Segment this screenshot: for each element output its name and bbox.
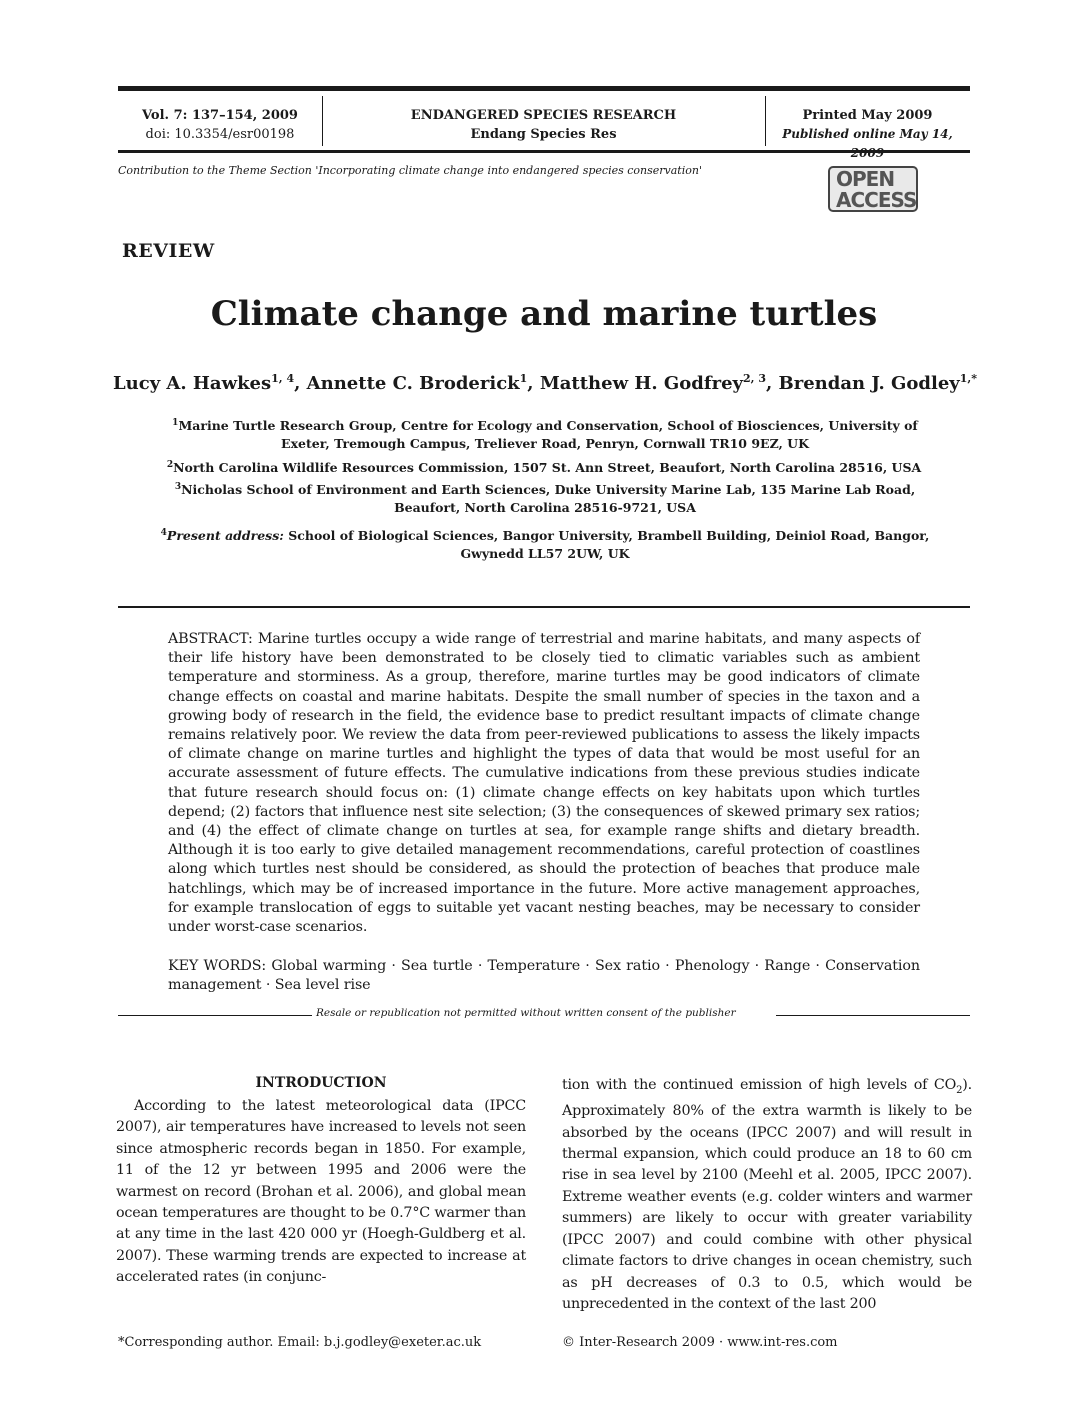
intro-right-text: ). Approximately 80% of the extra warmth is likely to be absorbed by the oceans (IPCC 2007) and will result in thermal expansion, which could produce an 18 to 60 cm rise in sea level by 2100 (Meehl et al. 2005, IPCC 2007). Extreme weather events (e.g. colder winters and warmer summers) are likely to occur with greater variability (IPCC 2007) and could combine with other physical climate factors to drive changes in ocean chemistry, such as pH decreases of 0.3 to 0.5, which would be unprecedented in the context of the last 200 [562, 1077, 972, 1312]
open-access-line2: ACCESS [836, 188, 917, 212]
author-affil-mark: 1, 4 [271, 372, 295, 385]
intro-right-text: tion with the continued emission of high levels of CO [562, 1077, 957, 1093]
affiliation [118, 456, 970, 477]
author-name: Annette C. Broderick [306, 373, 520, 394]
resale-rule-right [776, 1015, 970, 1016]
keywords: KEY WORDS: Global warming · Sea turtle · Temperature · Sex ratio · Phenology · Range · Conservation management · Sea level rise [168, 958, 920, 994]
open-access-line1: OPEN [836, 167, 895, 191]
affiliation-text: Marine Turtle Research Group, Centre for Ecology and Conservation, School of Biosciences, University of Exeter, Tremough Campus, Treliever Road, Penryn, Cornwall TR10 9EZ, UK [178, 418, 918, 452]
intro-right-column [562, 1075, 972, 1315]
header-journal-block [322, 106, 765, 144]
doi: doi: 10.3354/esr00198 [145, 127, 295, 142]
article-type: REVIEW [122, 240, 215, 262]
author-affil-mark: 1 [519, 372, 528, 385]
article-title: Climate change and marine turtles [210, 294, 878, 334]
header-dates-block [765, 106, 970, 163]
author-list: Lucy A. Hawkes$^{1, 4}$, Annette C. Broderick$^1$, Matthew H. Godfrey$^{2, 3}$, Brendan J. Godley$^{1,*}$ [112, 372, 977, 394]
author-name: Lucy A. Hawkes [112, 373, 272, 394]
journal-abbreviation: Endang Species Res [470, 127, 617, 142]
affiliation-number: 1 [172, 418, 179, 428]
affiliation-text: School of Biological Sciences, Bangor University, Brambell Building, Deiniol Road, Bangor, Gwynedd LL57 2UW, UK [283, 528, 930, 562]
open-access-logo [828, 166, 918, 212]
affiliation [160, 524, 930, 563]
affiliation-label: Present address: [166, 528, 284, 544]
abstract-top-rule [118, 606, 970, 608]
journal-name: ENDANGERED SPECIES RESEARCH [410, 108, 677, 123]
header-top-rule [118, 86, 970, 91]
subscript: 2 [956, 1084, 963, 1096]
author-name: Brendan J. Godley [778, 373, 960, 394]
abstract: ABSTRACT: Marine turtles occupy a wide range of terrestrial and marine habitats, and many aspects of their life history have been demonstrated to be closely tied to climatic variables such as ambient temperature and storminess. As a group, therefore, marine turtles may be good indicators of climate change effects on coastal and marine habitats. Despite the small number of species in the taxon and a growing body of research in the field, the evidence base to predict resultant impacts of climate change remains relatively poor. We review the data from peer-reviewed publications to assess the likely impacts of climate change on marine turtles and highlight the types of data that would be most useful for an accurate assessment of future effects. The cumulative indications from these previous studies indicate that future research should focus on: (1) climate change effects on key habitats upon which turtles depend; (2) factors that influence nest site selection; (3) the consequences of skewed primary sex ratios; and (4) the effect of climate change on turtles at sea, for example range shifts and dietary breadth. Although it is too early to give detailed management recommendations, careful protection of coastlines along which turtles nest should be considered, as should the protection of beaches that produce male hatchlings, which may be of increased importance in the future. More active management approaches, for example translocation of eggs to suitable yet vacant nesting beaches, may be necessary to consider under worst-case scenarios. [168, 631, 920, 936]
printed-date: Printed May 2009 [802, 108, 933, 123]
affiliation-number: 2 [166, 460, 174, 470]
theme-section-note: Contribution to the Theme Section 'Incorporating climate change into endangered species conservation' [118, 164, 702, 177]
copyright: © Inter-Research 2009 · www.int-res.com [562, 1335, 838, 1350]
affiliation-number: 3 [174, 482, 182, 492]
published-online-date: Published online May 14, 2009 [782, 127, 953, 160]
resale-rule-left [118, 1015, 312, 1016]
corresponding-author: *Corresponding author. Email: b.j.godley@exeter.ac.uk [118, 1335, 482, 1350]
volume-info: Vol. 7: 137–154, 2009 [142, 108, 298, 123]
author-affil-mark: 2, 3 [743, 372, 766, 385]
affiliation [150, 414, 940, 453]
intro-left-column: According to the latest meteorological data (IPCC 2007), air temperatures have increased to levels not seen since atmospheric records began in 1850. For example, 11 of the 12 yr between 1995 and 2006 were the warmest on record (Brohan et al. 2006), and global mean ocean temperatures are thought to be 0.7°C warmer than at any time in the last 420 000 yr (Hoegh-Guldberg et al. 2007). These warming trends are expected to increase at accelerated rates (in conjunc- [116, 1098, 526, 1286]
affiliation-text: Nicholas School of Environment and Earth Sciences, Duke University Marine Lab, 135 Marine Lab Road, Beaufort, North Carolina 28516-9721, USA [181, 482, 916, 516]
author-name: Matthew H. Godfrey [539, 373, 744, 394]
affiliation-number: 4 [160, 528, 167, 538]
affiliation [150, 478, 940, 517]
author-affil-mark: 1,* [959, 372, 977, 385]
affiliation-text: North Carolina Wildlife Resources Commission, 1507 St. Ann Street, Beaufort, North Carolina 28516, USA [173, 460, 922, 476]
resale-notice: Resale or republication not permitted without written consent of the publisher [316, 1007, 736, 1019]
header-volume-block [118, 106, 322, 144]
section-heading: INTRODUCTION [255, 1075, 387, 1091]
